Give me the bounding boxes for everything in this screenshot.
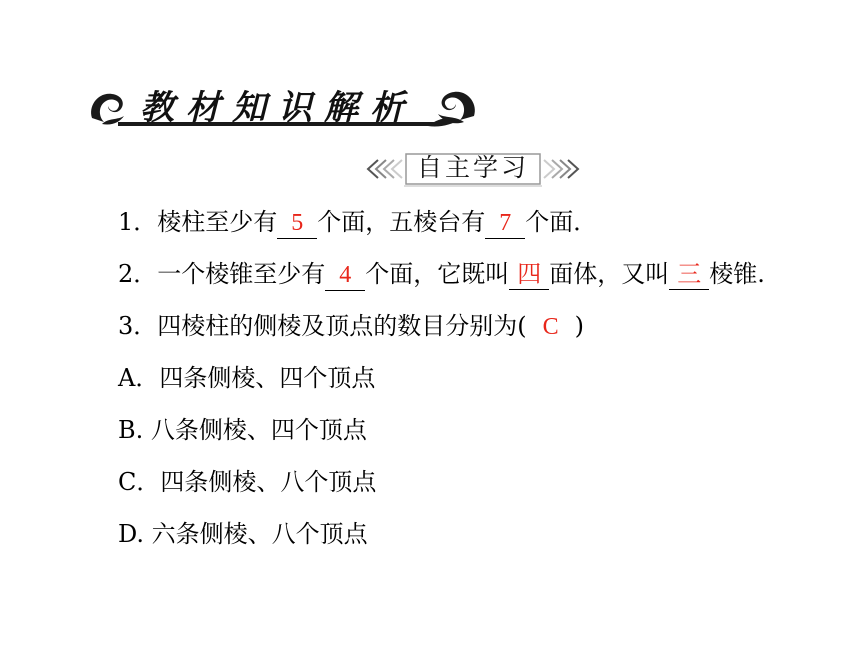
answer-blank	[325, 259, 365, 291]
question-text: 面体，又叫	[549, 260, 670, 288]
question-paren-close: )	[574, 312, 585, 340]
option-a	[118, 356, 838, 408]
question-text: 四棱柱的侧棱及顶点的数目分别为(	[157, 312, 527, 340]
answer-value: 三	[677, 260, 702, 288]
option-text: 四条侧棱、八个顶点	[160, 468, 377, 496]
subsection-header	[364, 150, 582, 190]
option-label: A．	[118, 364, 160, 392]
answer-value: 7	[499, 210, 512, 236]
question-list	[118, 200, 838, 564]
option-label: D.	[118, 520, 152, 548]
question-text: 个面，五棱台有	[317, 208, 486, 236]
answer-value: C	[542, 314, 559, 340]
question-text: 棱锥.	[709, 260, 765, 288]
question-number: 1．	[118, 208, 158, 236]
question-2	[118, 252, 838, 304]
option-label: C．	[118, 468, 161, 496]
question-1	[118, 200, 838, 252]
question-text: 个面．	[525, 208, 598, 236]
section-banner	[88, 78, 478, 138]
option-b	[118, 408, 838, 460]
option-c	[118, 460, 838, 512]
question-number: 2．	[118, 260, 158, 288]
option-label: B.	[118, 416, 151, 444]
answer-blank	[509, 259, 549, 290]
option-text: 六条侧棱、八个顶点	[151, 520, 368, 548]
question-text: 一个棱锥至少有	[157, 260, 326, 288]
section-title: 教材知识解析	[140, 88, 416, 128]
answer-blank	[485, 207, 525, 239]
double-chevron-left-icon	[368, 160, 402, 178]
option-text: 四条侧棱、四个顶点	[159, 364, 376, 392]
option-text: 八条侧棱、四个顶点	[150, 416, 367, 444]
answer-value: 5	[291, 210, 304, 236]
double-chevron-right-icon	[544, 160, 578, 178]
question-number: 3．	[118, 312, 158, 340]
question-text: 个面，它既叫	[365, 260, 510, 288]
subsection-title: 自主学习	[416, 153, 529, 182]
option-d	[118, 512, 838, 564]
answer-blank	[669, 259, 709, 290]
answer-value: 4	[339, 262, 352, 288]
answer-value: 四	[517, 260, 542, 288]
answer-blank	[277, 207, 317, 239]
question-3	[118, 304, 838, 356]
question-text: 棱柱至少有	[157, 208, 278, 236]
